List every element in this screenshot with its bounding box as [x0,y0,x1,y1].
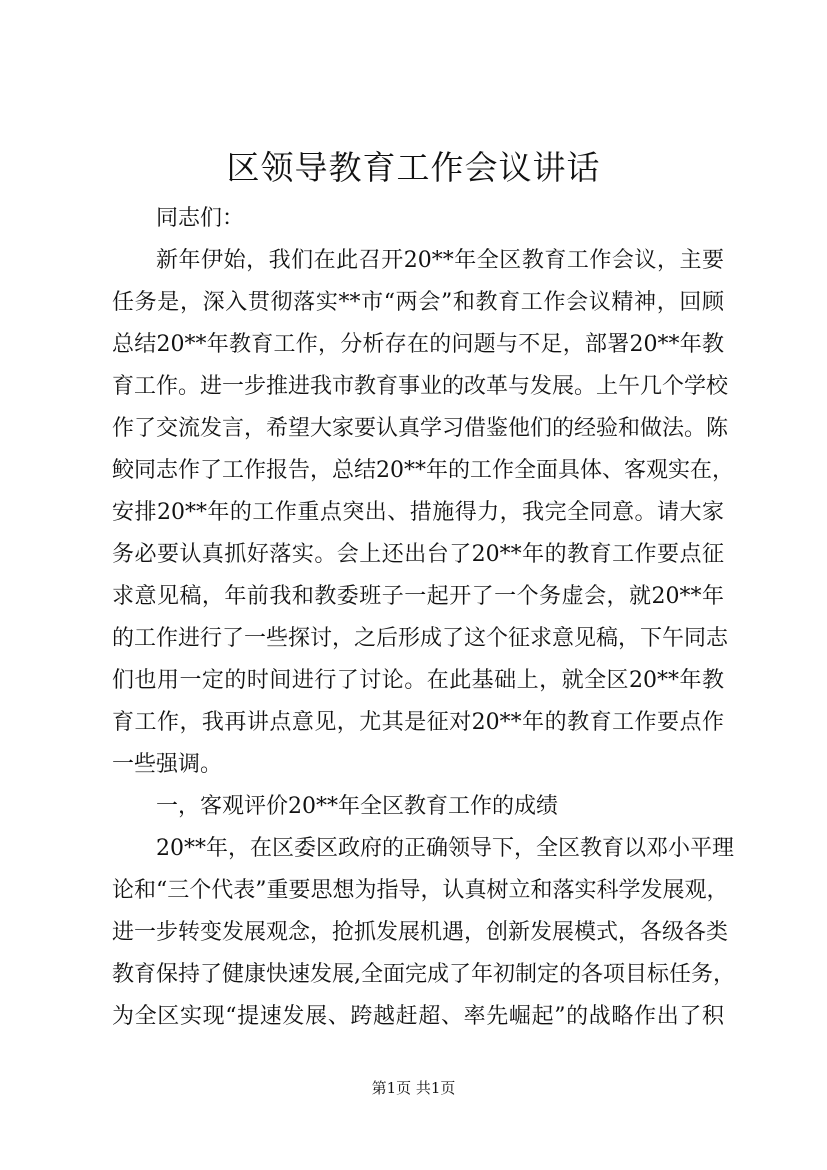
document-body [112,198,735,1038]
text-line: 求意见稿，年前我和教委班子一起开了一个务虚会，就20**年 [112,584,724,609]
text-line: 进一步转变发展观念，抢抓发展机遇，创新发展模式，各级各类 [112,920,729,945]
text-line: 务必要认真抓好落实。会上还出台了20**年的教育工作要点征 [112,542,724,567]
text-line: 为全区实现“提速发展、跨越赶超、率先崛起”的战略作出了积 [112,1004,724,1029]
text-line: 育工作，我再讲点意见，尤其是征对20**年的教育工作要点作 [112,710,724,735]
text-line: 一些强调。 [112,752,223,777]
text-line: 论和“三个代表”重要思想为指导，认真树立和落实科学发展观， [112,878,729,903]
document-title: 区领导教育工作会议讲话 [226,148,601,187]
text-line: 鲛同志作了工作报告，总结20**年的工作全面具体、客观实在， [112,458,734,483]
text-line: 新年伊始，我们在此召开20**年全区教育工作会议，主要 [156,248,724,273]
text-line: 一，客观评价20**年全区教育工作的成绩 [156,794,558,819]
text-line: 20**年，在区委区政府的正确领导下，全区教育以邓小平理 [156,836,734,861]
text-line: 教育保持了健康快速发展,全面完成了年初制定的各项目标任务， [112,962,735,987]
text-line: 任务是，深入贯彻落实**市“两会”和教育工作会议精神，回顾 [112,290,724,315]
page-footer: 第1页 共1页 [371,1079,456,1097]
text-line: 同志们： [156,206,245,231]
text-line: 的工作进行了一些探讨，之后形成了这个征求意见稿，下午同志 [112,626,729,651]
text-line: 育工作。进一步推进我市教育事业的改革与发展。上午几个学校 [112,374,729,399]
text-line: 作了交流发言，希望大家要认真学习借鉴他们的经验和做法。陈 [112,416,729,441]
text-line: 安排20**年的工作重点突出、措施得力，我完全同意。请大家 [112,500,724,525]
text-line: 们也用一定的时间进行了讨论。在此基础上，就全区20**年教 [112,668,724,693]
text-line: 总结20**年教育工作，分析存在的问题与不足，部署20**年教 [112,332,724,357]
